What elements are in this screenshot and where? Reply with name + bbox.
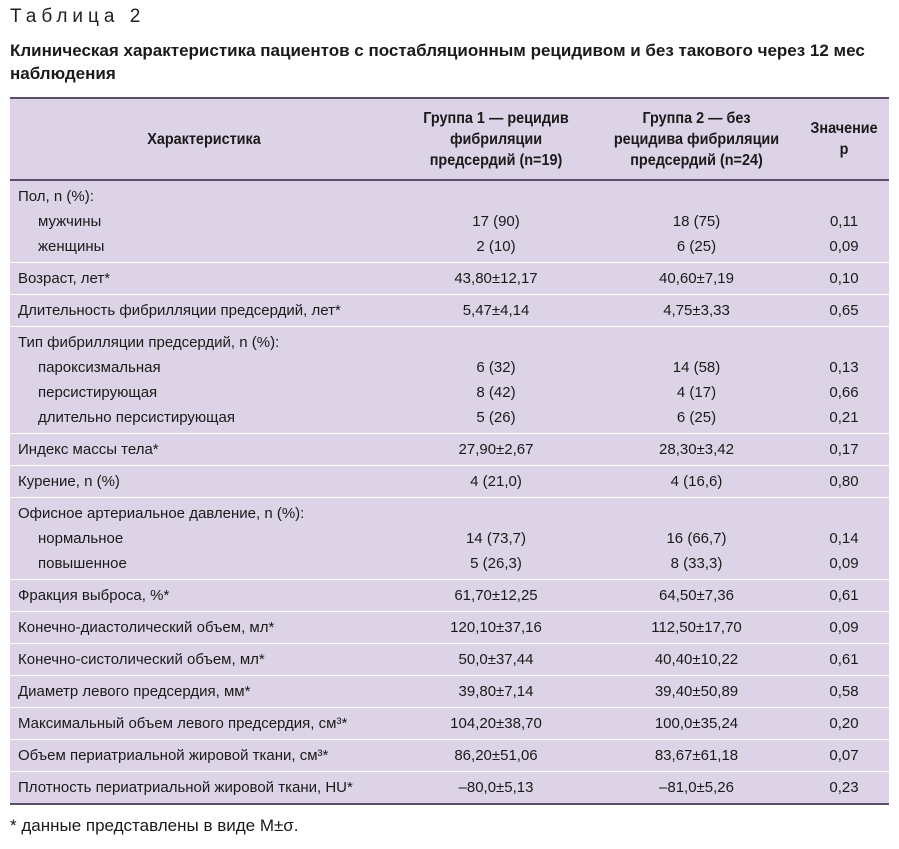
row-label-cell (10, 612, 398, 644)
table-header-row (10, 98, 889, 180)
group-2-cell (594, 708, 799, 740)
row-label: Индекс массы тела* (18, 441, 159, 458)
row-label-cell (10, 180, 398, 263)
row-sublabel: повышенное (38, 555, 127, 572)
cell-value: 18 (75) (672, 213, 721, 230)
table-row (10, 612, 889, 644)
p-value-cell (799, 740, 889, 772)
clinical-characteristics-table (10, 97, 889, 805)
cell-value: 5 (26) (476, 409, 516, 426)
cell-value: 0,09 (829, 238, 859, 255)
header-group2: Группа 2 — без рецидива фибриляции предсердий (n=24) (604, 98, 789, 180)
table-row (10, 466, 889, 498)
cell-value: –80,0±5,13 (458, 779, 534, 796)
group-2-cell (594, 498, 799, 580)
group-2-cell (594, 466, 799, 498)
group-2-cell (594, 327, 799, 434)
cell-value: 4 (16,6) (670, 473, 723, 490)
table-row (10, 644, 889, 676)
cell-value: 6 (32) (476, 359, 516, 376)
row-sublabel: длительно персистирующая (38, 409, 235, 426)
cell-value: 0,07 (829, 747, 859, 764)
row-label: Курение, n (%) (18, 473, 120, 490)
row-label-cell (10, 772, 398, 805)
cell-value: 0,65 (829, 302, 859, 319)
cell-value: 14 (73,7) (465, 530, 527, 547)
table-number-label: Таблица 2 (10, 6, 146, 27)
cell-value: 64,50±7,36 (659, 587, 734, 604)
group-1-cell (398, 676, 594, 708)
group-2-cell (594, 434, 799, 466)
table-row (10, 180, 889, 263)
cell-value: 40,40±10,22 (654, 651, 739, 668)
table-body (10, 180, 889, 804)
row-label: Диаметр левого предсердия, мм* (18, 683, 251, 700)
cell-value: 0,09 (829, 619, 859, 636)
group-2-cell (594, 612, 799, 644)
row-label-cell (10, 644, 398, 676)
cell-value: 16 (66,7) (666, 530, 727, 547)
table-row (10, 580, 889, 612)
cell-value: 0,61 (829, 651, 859, 668)
cell-value: 17 (90) (472, 213, 520, 230)
table-row (10, 772, 889, 805)
group-1-cell (398, 580, 594, 612)
cell-value: 86,20±51,06 (454, 747, 538, 764)
group-1-cell (398, 740, 594, 772)
cell-value: 39,80±7,14 (458, 683, 534, 700)
cell-value: 0,17 (829, 441, 859, 458)
header-characteristic: Характеристика (29, 98, 378, 180)
table-footnote: * данные представлены в виде M±σ. (10, 816, 299, 835)
p-value-cell (799, 772, 889, 805)
group-1-cell (398, 772, 594, 805)
group-1-cell (398, 612, 594, 644)
cell-value: 0,14 (829, 530, 859, 547)
cell-value: 0,61 (829, 587, 859, 604)
row-label-cell (10, 295, 398, 327)
cell-value: 5,47±4,14 (462, 302, 530, 319)
cell-value: 28,30±3,42 (659, 441, 734, 458)
group-1-cell (398, 708, 594, 740)
p-value-cell (799, 644, 889, 676)
group-1-cell (398, 327, 594, 434)
row-label: Максимальный объем левого предсердия, см³* (18, 715, 348, 732)
cell-value: 14 (58) (672, 359, 721, 376)
header-p-value: Значение p (804, 98, 885, 180)
row-label: Длительность фибрилляции предсердий, лет* (18, 302, 341, 319)
table-row (10, 327, 889, 434)
row-label-cell (10, 740, 398, 772)
cell-value: 8 (42) (476, 384, 516, 401)
cell-value: 6 (25) (676, 238, 717, 255)
group-2-cell (594, 644, 799, 676)
row-label-cell (10, 327, 398, 434)
p-value-cell (799, 263, 889, 295)
cell-value: 4 (21,0) (470, 473, 522, 490)
row-label: Тип фибрилляции предсердий, n (%): (18, 334, 280, 351)
cell-value: 0,21 (829, 409, 859, 426)
table-row (10, 708, 889, 740)
cell-value: 50,0±37,44 (458, 651, 534, 668)
group-2-cell (594, 740, 799, 772)
header-group1: Группа 1 — рецидив фибриляции предсердий (n=19) (408, 98, 584, 180)
row-sublabel: пароксизмальная (38, 359, 161, 376)
group-1-cell (398, 295, 594, 327)
cell-value: 0,13 (829, 359, 859, 376)
p-value-cell (799, 612, 889, 644)
p-value-cell (799, 580, 889, 612)
row-label-cell (10, 434, 398, 466)
p-value-cell (799, 498, 889, 580)
row-label-cell (10, 580, 398, 612)
cell-value: 83,67±61,18 (654, 747, 739, 764)
row-label-cell (10, 708, 398, 740)
cell-value: 8 (33,3) (670, 555, 723, 572)
cell-value: 40,60±7,19 (659, 270, 734, 287)
row-label-cell (10, 466, 398, 498)
cell-value: 0,23 (829, 779, 859, 796)
cell-value: 100,0±35,24 (654, 715, 739, 732)
cell-value: 0,09 (829, 555, 859, 572)
group-2-cell (594, 180, 799, 263)
cell-value: 0,58 (829, 683, 859, 700)
table-row (10, 676, 889, 708)
p-value-cell (799, 434, 889, 466)
row-label: Возраст, лет* (18, 270, 111, 287)
row-sublabel: нормальное (38, 530, 124, 547)
group-1-cell (398, 434, 594, 466)
cell-value: 61,70±12,25 (454, 587, 538, 604)
group-2-cell (594, 676, 799, 708)
row-label: Объем периатриальной жировой ткани, см³* (18, 747, 329, 764)
group-1-cell (398, 180, 594, 263)
row-sublabel: мужчины (38, 213, 102, 230)
row-label: Плотность периатриальной жировой ткани, HU* (18, 779, 353, 796)
p-value-cell (799, 180, 889, 263)
cell-value: 4 (17) (676, 384, 717, 401)
group-2-cell (594, 772, 799, 805)
table-row (10, 295, 889, 327)
cell-value: 0,80 (829, 473, 859, 490)
row-sublabel: женщины (38, 238, 105, 255)
row-label: Фракция выброса, %* (18, 587, 170, 604)
row-label-cell (10, 676, 398, 708)
row-label: Конечно-систолический объем, мл* (18, 651, 265, 668)
group-1-cell (398, 644, 594, 676)
cell-value: 4,75±3,33 (663, 302, 730, 319)
row-label: Пол, n (%): (18, 188, 94, 205)
cell-value: 112,50±17,70 (651, 619, 742, 636)
cell-value: 43,80±12,17 (454, 270, 538, 287)
table-row (10, 740, 889, 772)
p-value-cell (799, 676, 889, 708)
cell-value: 104,20±38,70 (450, 715, 542, 732)
row-label-cell (10, 498, 398, 580)
group-1-cell (398, 263, 594, 295)
group-2-cell (594, 263, 799, 295)
cell-value: 0,10 (829, 270, 859, 287)
cell-value: 0,66 (829, 384, 859, 401)
cell-value: –81,0±5,26 (659, 779, 734, 796)
cell-value: 120,10±37,16 (450, 619, 542, 636)
cell-value: 27,90±2,67 (458, 441, 534, 458)
row-label: Офисное артериальное давление, n (%): (18, 505, 305, 522)
row-sublabel: персистирующая (38, 384, 158, 401)
cell-value: 0,20 (829, 715, 859, 732)
table-row (10, 498, 889, 580)
p-value-cell (799, 466, 889, 498)
cell-value: 6 (25) (676, 409, 717, 426)
p-value-cell (799, 708, 889, 740)
p-value-cell (799, 295, 889, 327)
table-row (10, 263, 889, 295)
table-caption: Клиническая характеристика пациентов с постабляционным рецидивом и без такового через 12 мес наблюдения (10, 41, 865, 83)
row-label-cell (10, 263, 398, 295)
cell-value: 39,40±50,89 (654, 683, 739, 700)
group-2-cell (594, 295, 799, 327)
group-1-cell (398, 466, 594, 498)
cell-value: 2 (10) (476, 238, 516, 255)
table-row (10, 434, 889, 466)
group-1-cell (398, 498, 594, 580)
cell-value: 5 (26,3) (470, 555, 522, 572)
cell-value: 0,11 (829, 213, 859, 230)
p-value-cell (799, 327, 889, 434)
row-label: Конечно-диастолический объем, мл* (18, 619, 275, 636)
group-2-cell (594, 580, 799, 612)
